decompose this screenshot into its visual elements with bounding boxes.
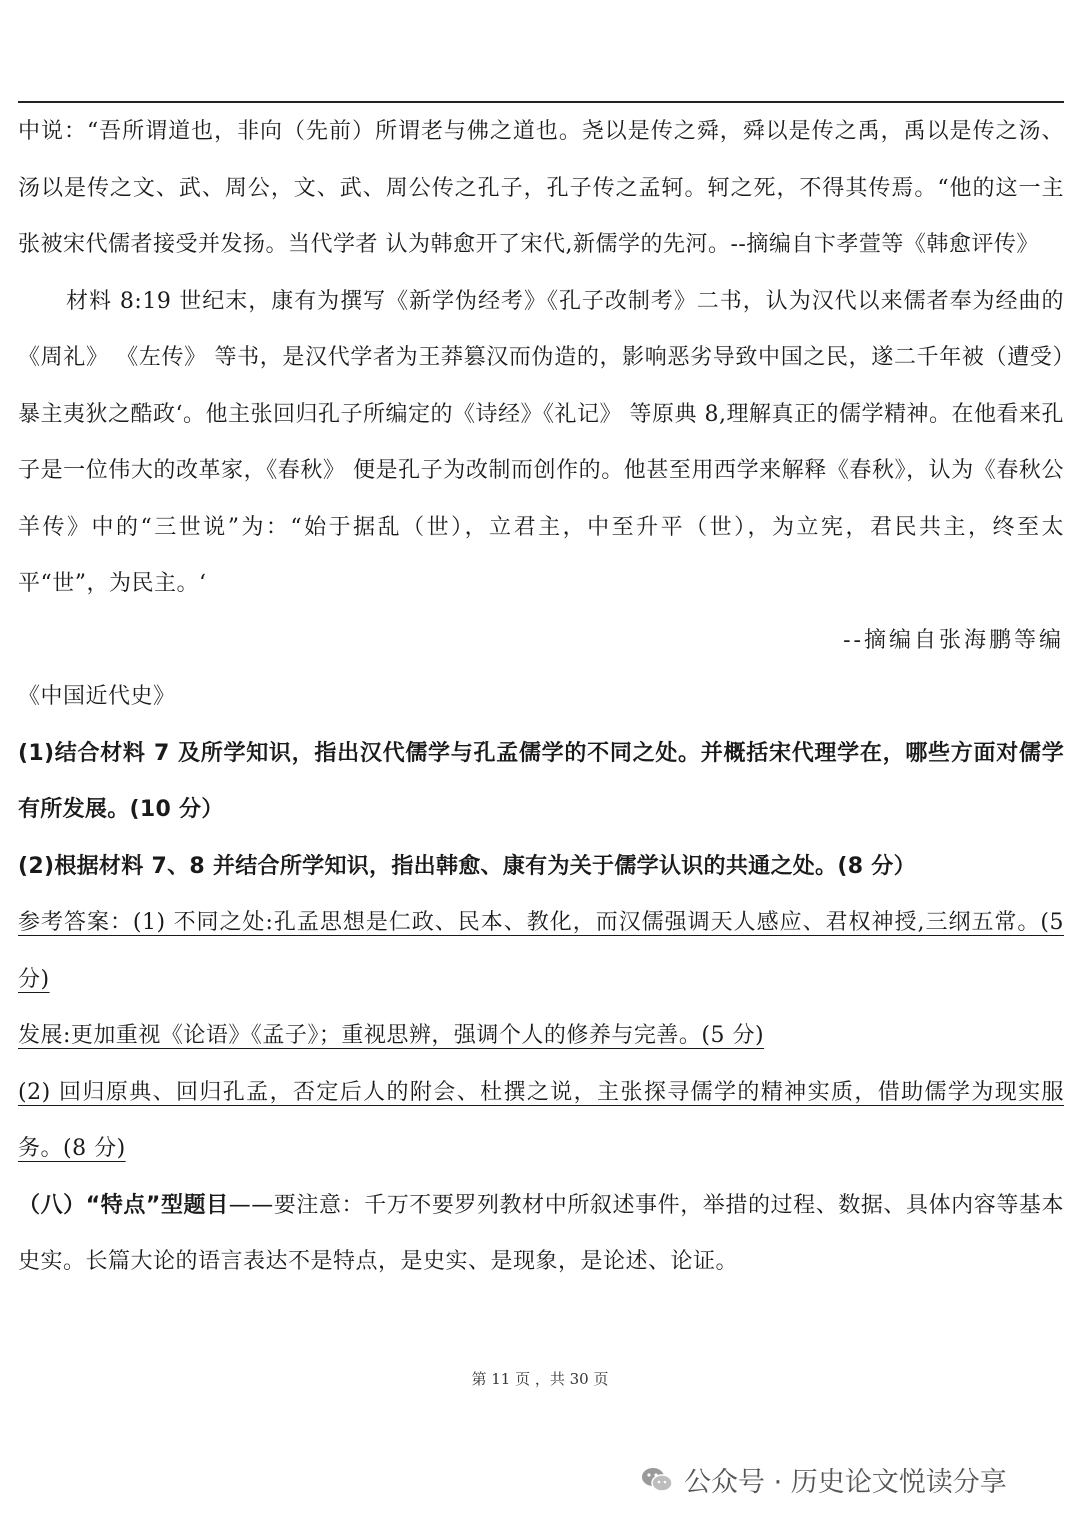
answer-3-text: (2) 回归原典、回归孔孟，否定后人的附会、杜撰之说，主张探寻儒学的精神实质，借助儒学为现实服务。(8 分): [18, 1079, 1064, 1161]
paragraph-material-8: 材料 8:19 世纪末，康有为撰写《新学伪经考》《孔子改制考》二书，认为汉代以来儒者奉为经曲的《周礼》 《左传》 等书，是汉代学者为王莽篡汉而伪造的，影响恶劣导致中国之民，遂二千年被（遭受）暴主夷狄之酷政‘。他主张回归孔子所编定的《诗经》《礼记》 等原典 8,理解真正的儒学精神。在他看来孔子是一位伟大的改革家，《春秋》 便是孔子为改制而创作的。他甚至用西学来解释《春秋》，认为《春秋公羊传》中的“三世说”为：“始于据乱（世），立君主，中至升平（世），为立宪，君民共主，终至太平“世”，为民主。‘: [18, 288, 1064, 596]
book-title: 《中国近代史》: [18, 684, 176, 709]
watermark: [640, 1460, 1007, 1499]
answer-1-text: 参考答案：(1) 不同之处:孔孟思想是仁政、民本、教化，而汉儒强调天人感应、君权神授,三纲五常。(5 分): [18, 910, 1064, 992]
answer-2: [18, 1008, 1064, 1065]
top-rule: [18, 101, 1064, 103]
answer-3: [18, 1065, 1064, 1178]
watermark-text: 公众号 · 历史论文悦读分享: [684, 1467, 1007, 1498]
answer-1: [18, 895, 1064, 1008]
question-1: (1)结合材料 7 及所学知识，指出汉代儒学与孔孟儒学的不同之处。并概括宋代理学在，哪些方面对儒学有所发展。(10 分）: [18, 740, 1064, 822]
tip-label: （八）“特点”型题目: [18, 1192, 229, 1218]
tip-paragraph: [18, 1178, 1064, 1291]
question-2: (2)根据材料 7、8 并结合所学知识，指出韩愈、康有为关于儒学认识的共通之处。(8 分）: [18, 853, 916, 879]
wechat-icon: [640, 1463, 674, 1497]
page-content: [18, 104, 1064, 1291]
tip-text: ——要注意：千万不要罗列教材中所叙述事件，举措的过程、数据、具体内容等基本史实。长篇大论的语言表达不是特点，是史实、是现象，是论述、论证。: [18, 1192, 1064, 1274]
page-footer: 第 11 页 ，共 30 页: [471, 1370, 609, 1388]
source-citation: --摘编自张海鹏等编: [843, 627, 1064, 653]
paragraph-material-7: 中说：“吾所谓道也，非向（先前）所谓老与佛之道也。尧以是传之舜，舜以是传之禹，禹以是传之汤、汤以是传之文、武、周公，文、武、周公传之孔子，孔子传之孟轲。轲之死，不得其传焉。“他的这一主张被宋代儒者接受并发扬。当代学者 认为韩愈开了宋代,新儒学的先河。--摘编自卞孝萱等《韩愈评传》: [18, 119, 1064, 257]
answer-2-text: 发展:更加重视《论语》《孟子》；重视思辨，强调个人的修养与完善。(5 分): [18, 1023, 765, 1048]
